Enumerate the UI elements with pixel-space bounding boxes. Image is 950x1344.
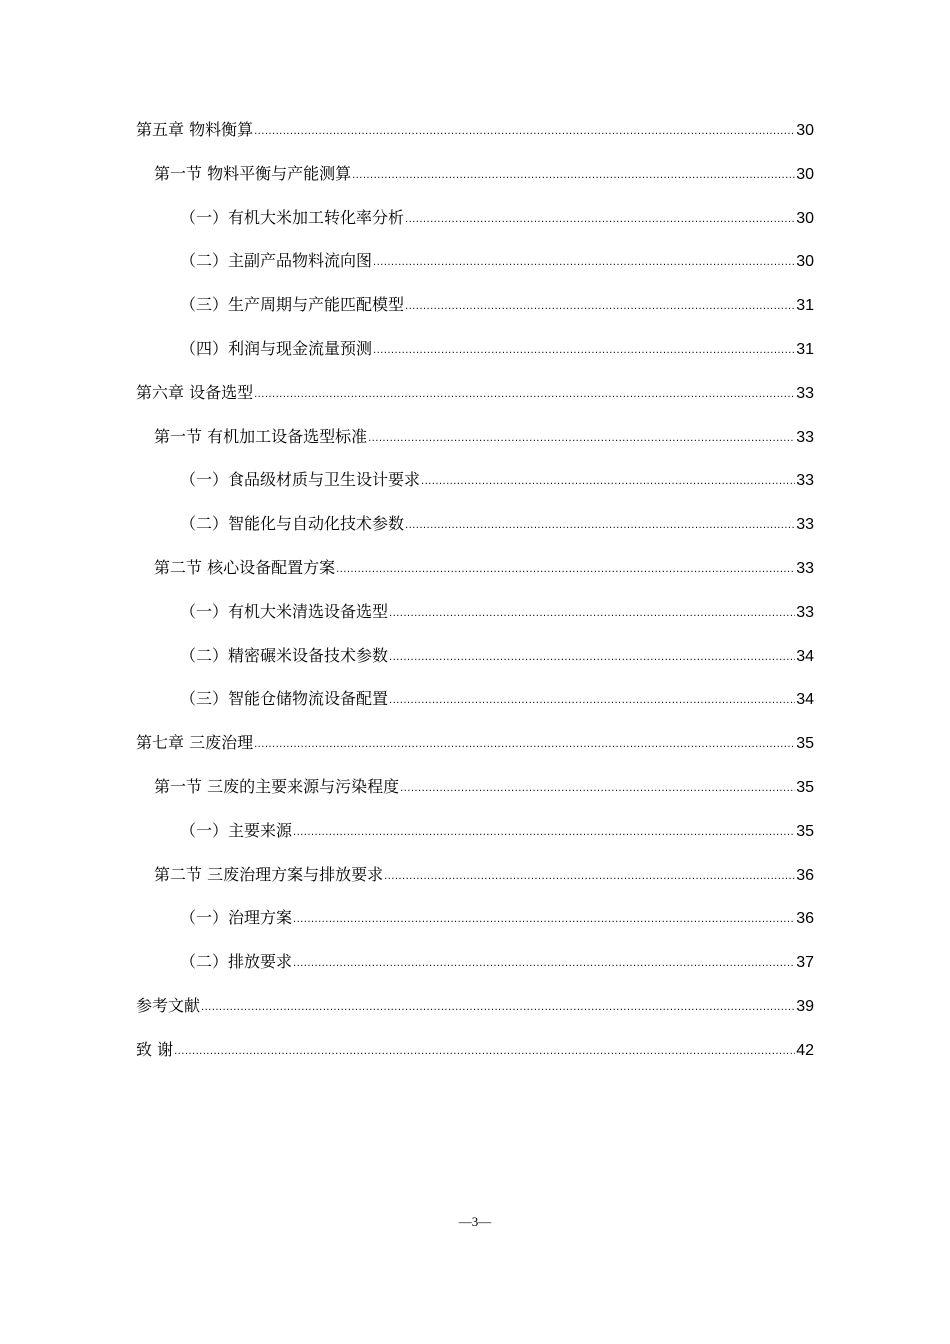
toc-entry-page: 35 [796, 735, 814, 753]
toc-entry[interactable] [136, 896, 814, 940]
toc-entry[interactable] [136, 152, 814, 196]
toc-entry-page: 34 [796, 647, 814, 665]
toc-entry-page: 30 [796, 253, 814, 271]
toc-entry-title: （二）排放要求 [180, 952, 293, 972]
toc-entry-title: （二）主副产品物料流向图 [180, 251, 373, 271]
toc-entry-title: 第七章 三废治理 [136, 733, 254, 753]
toc-entry-page: 37 [796, 954, 814, 972]
dot-leader [400, 764, 795, 811]
toc-entry[interactable] [136, 853, 814, 897]
toc-entry-title: 第一节 有机加工设备选型标准 [154, 426, 368, 446]
dot-leader [293, 895, 795, 942]
toc-entry[interactable] [136, 327, 814, 371]
toc-entry[interactable] [136, 940, 814, 984]
toc-entry[interactable] [136, 590, 814, 634]
dot-leader [389, 589, 795, 636]
toc-entry[interactable] [136, 809, 814, 853]
dot-leader [174, 1027, 795, 1074]
toc-entry[interactable] [136, 458, 814, 502]
toc-entry[interactable] [136, 108, 814, 152]
toc-entry-title: （一）食品级材质与卫生设计要求 [180, 470, 421, 490]
toc-entry-page: 31 [796, 297, 814, 315]
dot-leader [384, 852, 795, 899]
toc-entry-title: （三）生产周期与产能匹配模型 [180, 295, 405, 315]
dot-leader [421, 457, 795, 504]
toc-entry[interactable] [136, 239, 814, 283]
toc-entry-title: （三）智能仓储物流设备配置 [180, 689, 389, 709]
toc-entry[interactable] [136, 634, 814, 678]
toc-entry-page: 33 [796, 472, 814, 490]
toc-entry-title: （一）治理方案 [180, 908, 293, 928]
dot-leader [405, 501, 795, 548]
toc-entry-title: 第二节 三废治理方案与排放要求 [154, 864, 384, 884]
toc-entry[interactable] [136, 371, 814, 415]
toc-entry[interactable] [136, 196, 814, 240]
toc-entry[interactable] [136, 984, 814, 1028]
dot-leader [373, 326, 795, 373]
toc-entry-page: 36 [796, 866, 814, 884]
toc-entry-page: 35 [796, 822, 814, 840]
dot-leader [336, 545, 795, 592]
toc-entry-title: （一）有机大米清选设备选型 [180, 601, 389, 621]
toc-entry-page: 30 [796, 165, 814, 183]
toc-entry[interactable] [136, 721, 814, 765]
toc-entry-title: （一）有机大米加工转化率分析 [180, 207, 405, 227]
toc-entry-title: （四）利润与现金流量预测 [180, 338, 373, 358]
dot-leader [293, 808, 795, 855]
toc-entry-page: 30 [796, 209, 814, 227]
toc-entry-title: 第二节 核心设备配置方案 [154, 557, 336, 577]
table-of-contents [136, 108, 814, 1072]
toc-entry[interactable] [136, 283, 814, 327]
dot-leader [293, 939, 795, 986]
toc-entry-page: 42 [796, 1041, 814, 1059]
dot-leader [389, 676, 795, 723]
toc-entry-page: 30 [796, 122, 814, 139]
toc-entry-page: 33 [796, 516, 814, 534]
toc-entry-page: 35 [796, 778, 814, 796]
toc-entry-title: 第五章 物料衡算 [136, 120, 254, 139]
toc-entry-page: 36 [796, 910, 814, 928]
toc-entry[interactable] [136, 1028, 814, 1072]
toc-entry-page: 33 [796, 603, 814, 621]
dot-leader [254, 370, 795, 417]
toc-entry-page: 33 [796, 559, 814, 577]
dot-leader [254, 107, 795, 154]
toc-entry-page: 39 [796, 997, 814, 1015]
toc-entry[interactable] [136, 502, 814, 546]
toc-entry-page: 31 [796, 340, 814, 358]
dot-leader [405, 195, 795, 242]
toc-entry-title: 致 谢 [136, 1039, 174, 1059]
toc-entry-title: 第一节 物料平衡与产能测算 [154, 163, 352, 183]
dot-leader [352, 151, 795, 198]
dot-leader [201, 983, 795, 1030]
dot-leader [389, 633, 795, 680]
dot-leader [405, 282, 795, 329]
toc-entry[interactable] [136, 765, 814, 809]
toc-entry-title: 第六章 设备选型 [136, 382, 254, 402]
toc-entry-title: （二）智能化与自动化技术参数 [180, 514, 405, 534]
toc-entry-title: 第一节 三废的主要来源与污染程度 [154, 776, 400, 796]
page-number-footer: —3— [458, 1214, 492, 1229]
dot-leader [254, 720, 795, 767]
toc-entry-page: 33 [796, 428, 814, 446]
dot-leader [373, 238, 795, 285]
dot-leader [368, 414, 795, 461]
toc-entry-page: 34 [796, 691, 814, 709]
toc-entry[interactable] [136, 677, 814, 721]
toc-entry-title: 参考文献 [136, 995, 201, 1015]
toc-entry-title: （一）主要来源 [180, 820, 293, 840]
toc-entry-page: 33 [796, 384, 814, 402]
toc-entry[interactable] [136, 415, 814, 459]
toc-entry-title: （二）精密碾米设备技术参数 [180, 645, 389, 665]
toc-entry[interactable] [136, 546, 814, 590]
